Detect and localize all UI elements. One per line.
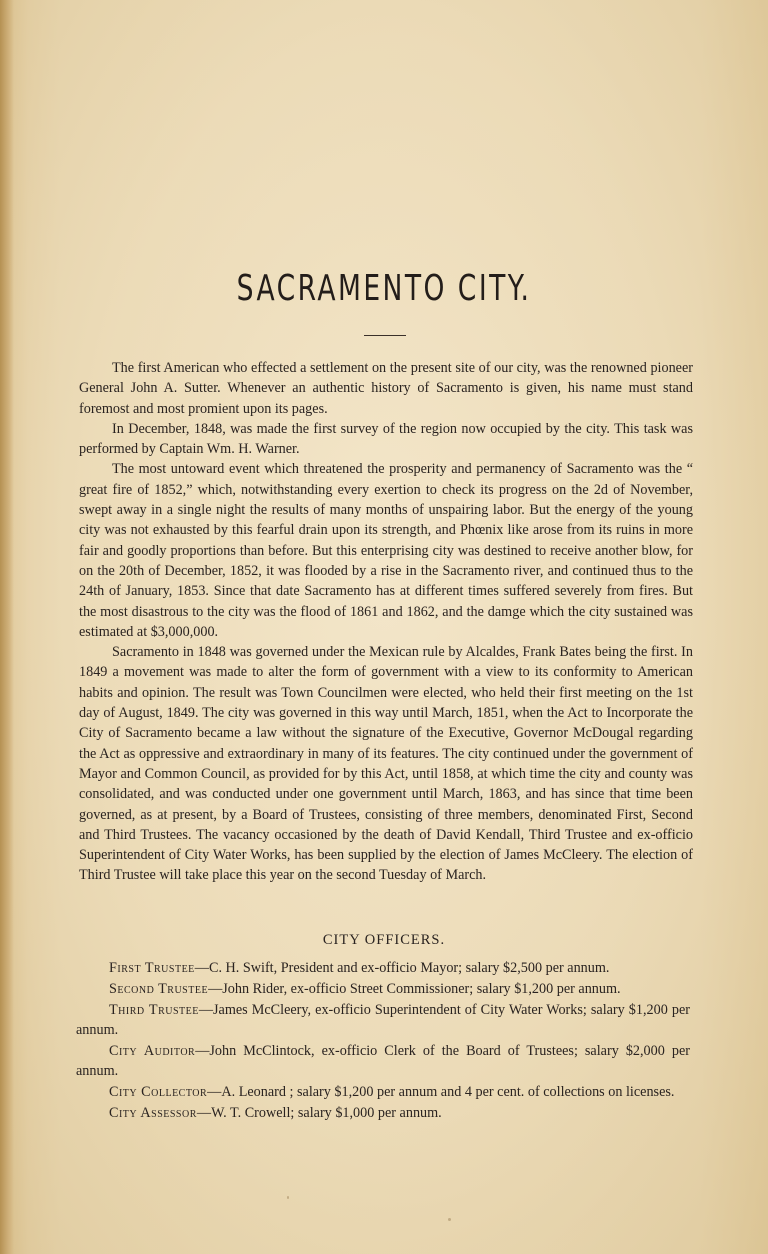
officer-entry	[76, 958, 690, 978]
article-body	[79, 358, 693, 886]
paper-spot	[287, 1196, 289, 1199]
paragraph-sutter: The first American who effected a settlement on the present site of our city, was the renowned pioneer General John A. Sutter. Whenever an authentic history of Sacramento is given, his name must stand foremost and most promient upon its pages.	[79, 360, 693, 417]
paragraph-government: Sacramento in 1848 was governed under the Mexican rule by Alcaldes, Frank Bates being the first. In 1849 a movement was made to alter the form of government with a view to its conformity to American habits and opinion. The result was Town Councilmen were elected, who held their first meeting on the 1st day of August, 1849. The city was governed in this way until March, 1851, when the Act to Incorporate the City of Sacramento became a law without the signature of the Executive, Governor McDougal regarding the Act as oppressive and extraordinary in many of its features. The city continued under the government of Mayor and Common Council, as provided for by this Act, until 1858, at which time the city and county was consolidated, and was conducted under one government until March, 1863, and has since that time been governed, as at present, by a Board of Trustees, consisting of three members, denominated First, Second and Third Trustees. The vacancy occasioned by the death of David Kendall, Third Trustee and ex-officio Superintendent of City Water Works, has been supplied by the election of James McCleery. The election of Third Trustee will take place this year on the second Tuesday of March.	[79, 644, 693, 884]
officer-details: —A. Leonard ; salary $1,200 per annum and 4 per cent. of collections on licenses.	[207, 1083, 675, 1100]
paper-spot	[448, 1218, 451, 1221]
officer-details: —C. H. Swift, President and ex-officio Mayor; salary $2,500 per annum.	[194, 960, 610, 976]
officers-heading: CITY OFFICERS.	[322, 932, 446, 948]
officer-title: City Collector	[109, 1083, 208, 1100]
page-binding-edge	[0, 0, 14, 1254]
officer-details: —John Rider, ex-officio Street Commissioner; salary $1,200 per annum.	[208, 980, 621, 997]
officer-title: City Auditor	[109, 1042, 196, 1059]
officer-entry	[76, 1103, 690, 1123]
officer-details: —James McCleery, ex-officio Superintendent of City Water Works; salary $1,200 per annum.	[76, 1001, 690, 1038]
officers-list	[76, 958, 690, 1123]
officer-entry	[76, 1041, 690, 1082]
officer-entry	[76, 979, 690, 999]
officer-title: Third Trustee	[109, 1001, 199, 1018]
officer-entry	[76, 1082, 690, 1102]
officer-entry	[76, 1000, 690, 1041]
officer-title: City Assessor	[109, 1104, 197, 1121]
paragraph-fire-flood: The most untoward event which threatened the prosperity and permanency of Sacramento was the “ great fire of 1852,” which, notwithstanding every exertion to check its progress on the 2d of November, swept away in a single night the results of many months of unspairing labor. But the energy of the young city was not exhausted by this fearful drain upon its strength, and Phœnix like arose from its ruins in more fair and goodly proportions than before. But this enterprising city was destined to receive another blow, for on the 20th of December, 1852, it was flooded by a rise in the Sacramento river, and continued thus to the 24th of January, 1853. Since that date Sacramento has at different times suffered severely from fires. But the most disastrous to the city was the flood of 1861 and 1862, and the damge which the city sustained was estimated at $3,000,000.	[79, 461, 693, 640]
officer-title: Second Trustee	[109, 980, 209, 997]
officer-title: First Trustee	[109, 960, 195, 976]
paragraph-survey: In December, 1848, was made the first survey of the region now occupied by the city. This task was performed by Captain Wm. H. Warner.	[79, 420, 693, 458]
page-title: SACRAMENTO CITY.	[236, 268, 532, 309]
title-divider	[364, 335, 406, 336]
officer-details: —W. T. Crowell; salary $1,000 per annum.	[196, 1104, 442, 1121]
officer-details: —John McClintock, ex-officio Clerk of the Board of Trustees; salary $2,000 per annum.	[76, 1042, 690, 1079]
